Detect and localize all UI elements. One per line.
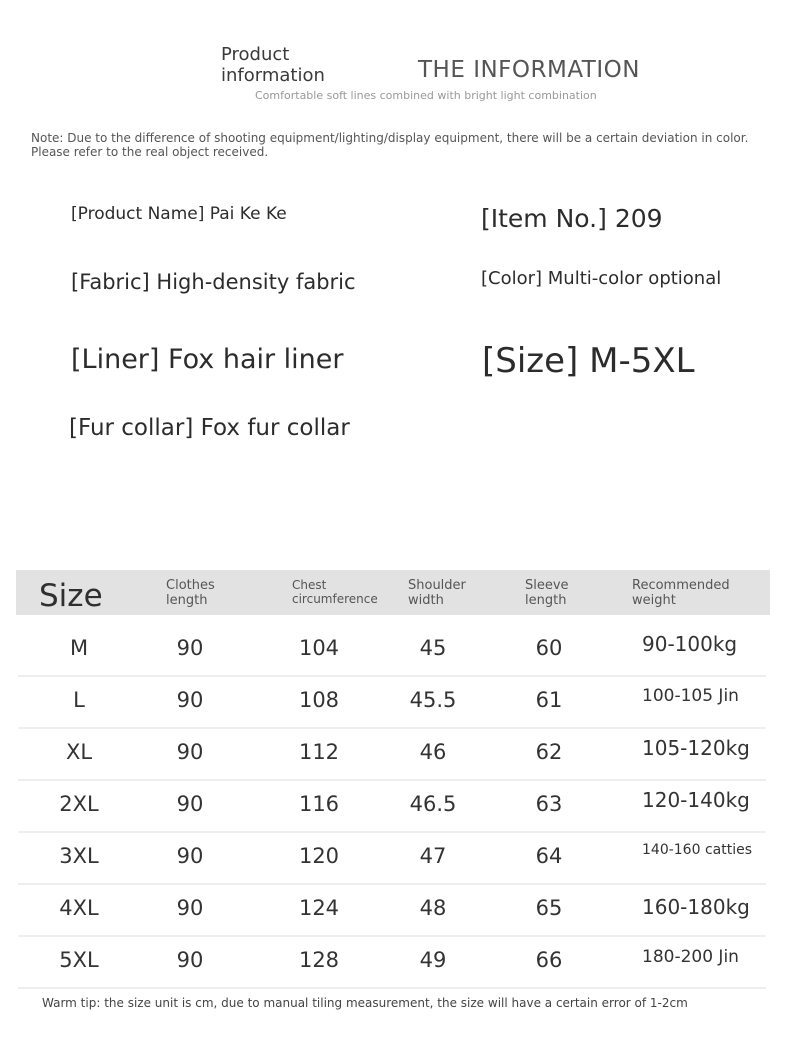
cell-length: 90 (176, 896, 204, 920)
header-shoulder: Shoulder width (408, 578, 466, 608)
cell-chest: 120 (298, 844, 340, 868)
cell-shoulder: 48 (419, 896, 447, 920)
measurement-tip: Warm tip: the size unit is cm, due to manual tiling measurement, the size will have a certain error of 1-2cm (42, 996, 688, 1010)
info-product-name: [Product Name] Pai Ke Ke (71, 204, 287, 224)
cell-sleeve: 64 (535, 844, 563, 868)
color-deviation-note: Note: Due to the difference of shooting equipment/lighting/display equipment, there will be a certain deviation in color. Please refer to the real object received. (31, 131, 749, 159)
cell-weight: 105-120kg (642, 736, 750, 760)
table-row (18, 831, 766, 885)
header-clothes-length: Clothes length (166, 578, 215, 608)
info-fur-collar: [Fur collar] Fox fur collar (69, 415, 350, 441)
header-sleeve: Sleeve length (525, 578, 569, 608)
cell-sleeve: 62 (535, 740, 563, 764)
info-color: [Color] Multi-color optional (481, 268, 722, 289)
cell-length: 90 (176, 740, 204, 764)
cell-size: 5XL (59, 948, 99, 972)
cell-chest: 112 (298, 740, 340, 764)
cell-chest: 124 (298, 896, 340, 920)
cell-sleeve: 60 (535, 636, 563, 660)
header-size: Size (39, 578, 103, 614)
info-size: [Size] M-5XL (482, 341, 695, 381)
cell-shoulder: 46 (419, 740, 447, 764)
cell-shoulder: 49 (419, 948, 447, 972)
cell-length: 90 (176, 948, 204, 972)
cell-chest: 128 (298, 948, 340, 972)
cell-sleeve: 66 (535, 948, 563, 972)
cell-sleeve: 65 (535, 896, 563, 920)
cell-shoulder: 45.5 (409, 688, 457, 712)
cell-length: 90 (176, 844, 204, 868)
info-fabric: [Fabric] High-density fabric (71, 270, 356, 294)
cell-weight: 100-105 Jin (642, 686, 739, 706)
cell-weight: 180-200 Jin (642, 947, 739, 967)
cell-sleeve: 63 (535, 792, 563, 816)
info-liner: [Liner] Fox hair liner (71, 344, 344, 375)
cell-size: 3XL (59, 844, 99, 868)
cell-shoulder: 46.5 (409, 792, 457, 816)
cell-weight: 120-140kg (642, 788, 750, 812)
cell-sleeve: 61 (535, 688, 563, 712)
cell-weight: 160-180kg (642, 895, 750, 919)
cell-size: 2XL (59, 792, 99, 816)
cell-shoulder: 45 (419, 636, 447, 660)
cell-weight: 140-160 catties (642, 842, 752, 858)
cell-chest: 116 (298, 792, 340, 816)
table-row (18, 883, 766, 937)
header-chest: Chest circumference (292, 578, 378, 606)
table-row (18, 675, 766, 729)
cell-size: XL (65, 740, 93, 764)
cell-chest: 104 (298, 636, 340, 660)
cell-length: 90 (176, 636, 204, 660)
cell-length: 90 (176, 688, 204, 712)
header-subtitle: Comfortable soft lines combined with bright light combination (255, 89, 597, 102)
cell-shoulder: 47 (419, 844, 447, 868)
header-title-right: THE INFORMATION (418, 57, 640, 83)
header-weight: Recommended weight (632, 578, 730, 608)
table-row (18, 727, 766, 781)
cell-size: L (73, 688, 85, 712)
info-item-no: [Item No.] 209 (481, 204, 663, 233)
table-row (18, 623, 766, 677)
table-row (18, 935, 766, 989)
cell-length: 90 (176, 792, 204, 816)
header-title-left: Product information (221, 44, 325, 86)
cell-size: 4XL (59, 896, 99, 920)
cell-size: M (69, 636, 89, 660)
cell-weight: 90-100kg (642, 632, 738, 656)
cell-chest: 108 (298, 688, 340, 712)
